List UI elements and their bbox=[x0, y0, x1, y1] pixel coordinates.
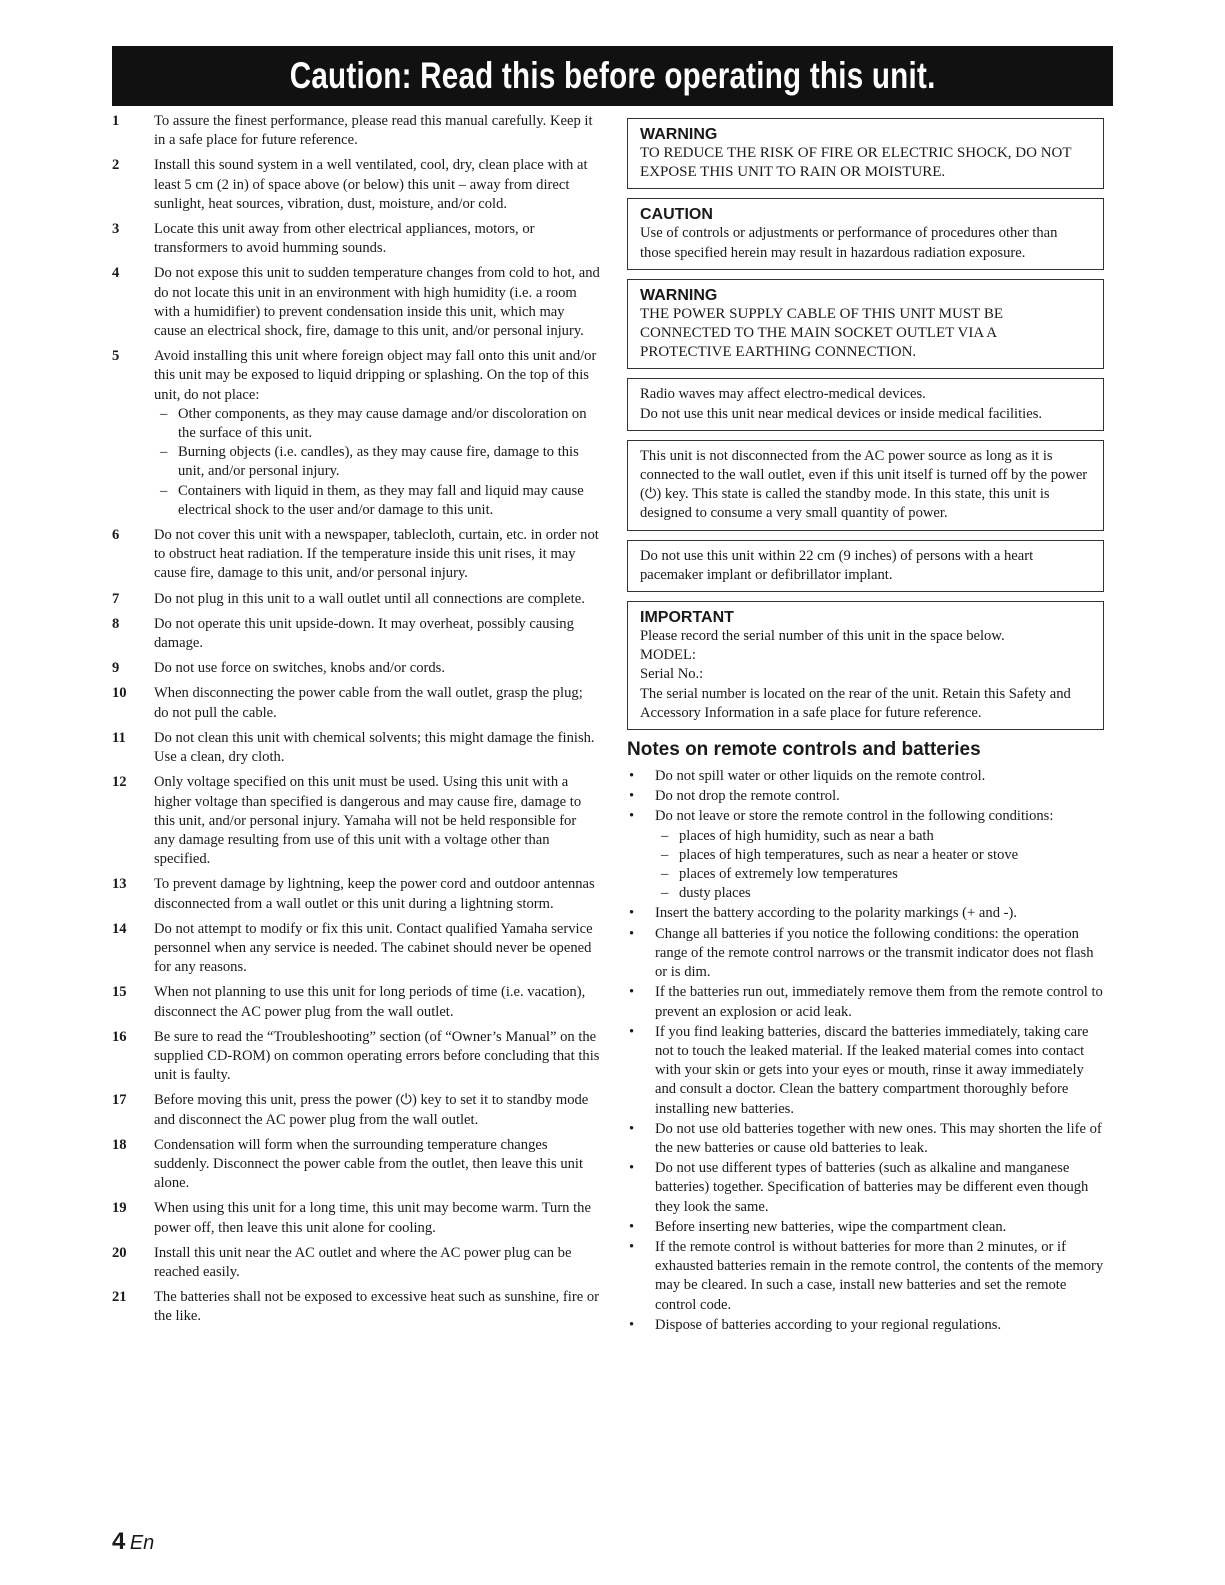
item-number: 9 bbox=[112, 660, 120, 677]
caution-item bbox=[112, 264, 600, 341]
item-number: 14 bbox=[112, 920, 127, 937]
item-number: 1 bbox=[112, 113, 120, 129]
bullet-body bbox=[655, 807, 1104, 903]
bullet-text: If the batteries run out, immediately remove them from the remote control to prevent an explosion or acid leak. bbox=[655, 984, 1103, 1020]
item-number: 21 bbox=[112, 1289, 127, 1306]
item-body bbox=[154, 590, 600, 609]
notice-text: Serial No.: bbox=[640, 666, 704, 683]
bullet-text: Insert the battery according to the polarity markings (+ and -). bbox=[655, 905, 1018, 922]
bullet-marker: • bbox=[629, 788, 635, 805]
sub-item-text: Other components, as they may cause damage and/or discoloration on the surface of this unit. bbox=[178, 405, 587, 442]
item-number: 7 bbox=[112, 590, 120, 607]
sub-item-text: places of high temperatures, such as near a heater or stove bbox=[679, 846, 1019, 863]
sub-item bbox=[655, 827, 1104, 846]
caution-item bbox=[112, 1091, 600, 1129]
notice-heading: CAUTION bbox=[640, 206, 713, 224]
notice-box bbox=[627, 198, 1104, 269]
item-number: 16 bbox=[112, 1028, 127, 1045]
notice-boxes bbox=[627, 118, 1104, 730]
notice-text: Do not use this unit within 22 cm (9 inches) of persons with a heart pacemaker implant or defibrillator implant. bbox=[640, 547, 1034, 583]
item-number: 13 bbox=[112, 876, 127, 893]
item-text: Do not use force on switches, knobs and/or cords. bbox=[154, 660, 446, 677]
notice-box bbox=[627, 378, 1104, 430]
sub-item-text: places of high humidity, such as near a bath bbox=[679, 827, 934, 844]
item-text: When disconnecting the power cable from the wall outlet, grasp the plug; do not pull the cable. bbox=[154, 685, 583, 721]
item-number: 8 bbox=[112, 615, 120, 632]
caution-item bbox=[112, 526, 600, 584]
item-text: Do not clean this unit with chemical solvents; this might damage the finish. Use a clean, dry cloth. bbox=[154, 729, 595, 766]
bullet-item bbox=[627, 787, 1104, 806]
bullet-text: Do not drop the remote control. bbox=[655, 788, 840, 805]
bullet-body bbox=[655, 1238, 1104, 1315]
bullet-text: Do not use different types of batteries (such as alkaline and manganese batteries) together. Specification of batteries may be different even though they look the same. bbox=[655, 1160, 1089, 1215]
item-body bbox=[154, 659, 600, 678]
bullet-text: Do not spill water or other liquids on the remote control. bbox=[655, 768, 986, 785]
bullet-marker: • bbox=[629, 925, 635, 942]
bullet-item bbox=[627, 925, 1104, 983]
notice-box bbox=[627, 118, 1104, 189]
caution-item bbox=[112, 773, 600, 869]
item-body bbox=[154, 347, 600, 520]
bullet-marker: • bbox=[629, 1238, 635, 1255]
title-banner bbox=[112, 46, 1113, 106]
item-body bbox=[154, 1091, 600, 1129]
caution-item bbox=[112, 220, 600, 258]
item-text: Do not cover this unit with a newspaper, tablecloth, curtain, etc. in order not to obstruct heat radiation. If the temperature inside this unit rises, it may cause fire, damage to this unit, and/or personal injury. bbox=[154, 527, 599, 582]
item-body bbox=[154, 1136, 600, 1194]
caution-item bbox=[112, 1199, 600, 1237]
notice-text: THE POWER SUPPLY CABLE OF THIS UNIT MUST BE CONNECTED TO THE MAIN SOCKET OUTLET VIA A PROTECTIVE EARTHING CONNECTION. bbox=[640, 305, 1003, 361]
caution-item bbox=[112, 983, 600, 1021]
notes-list bbox=[627, 767, 1104, 1335]
item-text: When using this unit for a long time, this unit may become warm. Turn the power off, then leave this unit alone for cooling. bbox=[154, 1200, 591, 1236]
item-text: To prevent damage by lightning, keep the power cord and outdoor antennas disconnected from a wall outlet or this unit during a lightning storm. bbox=[154, 876, 595, 912]
item-text: Do not plug in this unit to a wall outlet until all connections are complete. bbox=[154, 590, 585, 607]
page-footer bbox=[112, 1528, 154, 1556]
bullet-item bbox=[627, 807, 1104, 903]
bullet-body bbox=[655, 1120, 1104, 1158]
item-text: To assure the finest performance, please read this manual carefully. Keep it in a safe place for future reference. bbox=[154, 113, 593, 149]
item-body bbox=[154, 1028, 600, 1086]
item-number: 20 bbox=[112, 1244, 127, 1261]
sub-item-text: Containers with liquid in them, as they may fall and liquid may cause electrical shock to the user and/or damage to this unit. bbox=[178, 482, 584, 518]
item-text: Be sure to read the “Troubleshooting” section (of “Owner’s Manual” on the supplied CD-ROM) on common operating errors before concluding that this unit is faulty. bbox=[154, 1028, 600, 1084]
dash-marker: – bbox=[661, 827, 669, 844]
item-text: Locate this unit away from other electrical appliances, motors, or transformers to avoid humming sounds. bbox=[154, 221, 535, 257]
item-body bbox=[154, 1199, 600, 1237]
item-number: 15 bbox=[112, 984, 127, 1001]
bullet-body bbox=[655, 904, 1104, 923]
item-body bbox=[154, 920, 600, 978]
bullet-body bbox=[655, 787, 1104, 806]
bullet-body bbox=[655, 925, 1104, 983]
sub-item bbox=[154, 405, 600, 443]
notice-text: The serial number is located on the rear of the unit. Retain this Safety and Accessory Information in a safe place for future reference. bbox=[640, 685, 1071, 721]
bullet-item bbox=[627, 983, 1104, 1021]
page-number: 4 bbox=[112, 1528, 126, 1555]
notice-heading: IMPORTANT bbox=[640, 609, 734, 627]
item-body bbox=[154, 875, 600, 913]
bullet-item bbox=[627, 767, 1104, 786]
item-body bbox=[154, 1244, 600, 1282]
notice-box bbox=[627, 440, 1104, 531]
page-title: Caution: Read this before operating this unit. bbox=[289, 55, 936, 96]
item-number: 10 bbox=[112, 685, 127, 702]
bullet-text: Change all batteries if you notice the following conditions: the operation range of the remote control narrows or the transmit indicator does not flash or is dim. bbox=[655, 925, 1094, 981]
item-number: 19 bbox=[112, 1200, 127, 1217]
notice-box bbox=[627, 540, 1104, 592]
item-number: 12 bbox=[112, 774, 127, 791]
item-number: 18 bbox=[112, 1136, 127, 1153]
caution-item bbox=[112, 1136, 600, 1194]
item-text: Condensation will form when the surrounding temperature changes suddenly. Disconnect the power cable from the outlet, then leave this unit alone. bbox=[154, 1136, 584, 1192]
item-body bbox=[154, 615, 600, 653]
item-text: The batteries shall not be exposed to excessive heat such as sunshine, fire or the like. bbox=[154, 1289, 599, 1325]
caution-item bbox=[112, 347, 600, 520]
caution-item bbox=[112, 659, 600, 678]
sub-item-text: Burning objects (i.e. candles), as they may cause fire, damage to this unit, and/or personal injury. bbox=[178, 444, 579, 480]
bullet-marker: • bbox=[629, 1160, 635, 1177]
sub-item bbox=[655, 865, 1104, 884]
item-body bbox=[154, 156, 600, 214]
sub-item bbox=[655, 846, 1104, 865]
notice-box bbox=[627, 279, 1104, 370]
bullet-body bbox=[655, 1218, 1104, 1237]
bullet-marker: • bbox=[629, 1218, 635, 1235]
item-number: 4 bbox=[112, 265, 120, 282]
page-language: En bbox=[129, 1532, 155, 1554]
item-number: 6 bbox=[112, 527, 120, 544]
notice-heading: WARNING bbox=[640, 286, 718, 304]
bullet-item bbox=[627, 1159, 1104, 1217]
bullet-item bbox=[627, 1218, 1104, 1237]
item-text: Do not attempt to modify or fix this unit. Contact qualified Yamaha service personnel when any service is needed. The cabinet should never be opened for any reasons. bbox=[154, 920, 593, 976]
item-number: 2 bbox=[112, 157, 120, 174]
notes-heading: Notes on remote controls and batteries bbox=[627, 739, 981, 761]
item-body bbox=[154, 773, 600, 869]
notice-text: Use of controls or adjustments or performance of procedures other than those specified herein may result in hazardous radiation exposure. bbox=[640, 225, 1058, 261]
item-body bbox=[154, 983, 600, 1021]
caution-item bbox=[112, 156, 600, 214]
bullet-marker: • bbox=[629, 984, 635, 1001]
notice-text: Please record the serial number of this unit in the space below. bbox=[640, 628, 1005, 645]
item-body bbox=[154, 1288, 600, 1326]
item-text: Before moving this unit, press the power (⏻) key to set it to standby mode and disconnect the AC power plug from the wall outlet. bbox=[154, 1092, 589, 1128]
item-text: Do not expose this unit to sudden temperature changes from cold to hot, and do not locate this unit in an environment with high humidity (i.e. a room with a humidifier) to prevent condensation inside this unit, which may cause an electrical shock, fire, damage to this unit, and/or personal injury. bbox=[154, 265, 600, 340]
bullet-marker: • bbox=[629, 808, 635, 825]
caution-item bbox=[112, 1028, 600, 1086]
sub-item bbox=[655, 884, 1104, 903]
dash-marker: – bbox=[160, 405, 168, 422]
bullet-item bbox=[627, 1238, 1104, 1315]
item-number: 3 bbox=[112, 221, 120, 238]
item-number: 11 bbox=[112, 729, 126, 746]
item-text: Do not operate this unit upside-down. It may overheat, possibly causing damage. bbox=[154, 615, 574, 652]
bullet-marker: • bbox=[629, 768, 635, 785]
bullet-body bbox=[655, 767, 1104, 786]
bullet-item bbox=[627, 1023, 1104, 1119]
bullet-body bbox=[655, 1023, 1104, 1119]
item-text: When not planning to use this unit for long periods of time (i.e. vacation), disconnect the AC power plug from the wall outlet. bbox=[154, 984, 586, 1020]
bullet-body bbox=[655, 983, 1104, 1021]
caution-item bbox=[112, 615, 600, 653]
bullet-marker: • bbox=[629, 1316, 635, 1333]
item-text: Install this sound system in a well ventilated, cool, dry, clean place with at least 5 cm (2 in) of space above (or below) this unit – away from direct sunlight, heat sources, vibration, dust, moisture, and/or cold. bbox=[154, 157, 588, 212]
item-text: Install this unit near the AC outlet and where the AC power plug can be reached easily. bbox=[154, 1244, 572, 1280]
bullet-text: Dispose of batteries according to your regional regulations. bbox=[655, 1316, 1002, 1333]
bullet-text: If the remote control is without batteries for more than 2 minutes, or if exhausted batteries remain in the remote control, the contents of the memory may be cleared. In such a case, install new batteries and set the remote control code. bbox=[655, 1238, 1104, 1313]
item-number: 5 bbox=[112, 348, 120, 365]
caution-item bbox=[112, 1288, 600, 1326]
notice-text: TO REDUCE THE RISK OF FIRE OR ELECTRIC SHOCK, DO NOT EXPOSE THIS UNIT TO RAIN OR MOISTURE. bbox=[640, 145, 1072, 181]
notice-box bbox=[627, 601, 1104, 730]
bullet-item bbox=[627, 904, 1104, 923]
item-body bbox=[154, 112, 600, 150]
dash-marker: – bbox=[661, 846, 669, 863]
item-body bbox=[154, 684, 600, 722]
item-body bbox=[154, 220, 600, 258]
item-body bbox=[154, 264, 600, 341]
bullet-text: If you find leaking batteries, discard the batteries immediately, taking care not to touch the leaked material. If the leaked material comes into contact with your skin or gets into your eyes or mouth, rinse it away immediately and consult a doctor. Clean the battery compartment thoroughly before installing new batteries. bbox=[655, 1023, 1089, 1117]
notice-text: This unit is not disconnected from the AC power source as long as it is connected to the wall outlet, even if this unit itself is turned off by the power (⏻) key. This state is called the standby mode. In this state, this unit is designed to consume a very small quantity of power. bbox=[640, 447, 1088, 522]
bullet-text: Before inserting new batteries, wipe the compartment clean. bbox=[655, 1218, 1007, 1235]
bullet-marker: • bbox=[629, 905, 635, 922]
right-column bbox=[627, 118, 1104, 1336]
caution-item bbox=[112, 684, 600, 722]
caution-item bbox=[112, 112, 600, 150]
dash-marker: – bbox=[661, 885, 669, 902]
caution-item bbox=[112, 729, 600, 767]
bullet-marker: • bbox=[629, 1023, 635, 1040]
item-text: Avoid installing this unit where foreign object may fall onto this unit and/or this unit may be exposed to liquid dripping or splashing. On the top of this unit, do not place: bbox=[154, 348, 597, 403]
item-body bbox=[154, 526, 600, 584]
dash-marker: – bbox=[160, 444, 168, 461]
item-body bbox=[154, 729, 600, 767]
sub-item-text: dusty places bbox=[679, 885, 751, 902]
caution-item bbox=[112, 920, 600, 978]
sub-item bbox=[154, 443, 600, 481]
bullet-body bbox=[655, 1316, 1104, 1335]
caution-item bbox=[112, 875, 600, 913]
sub-item bbox=[154, 482, 600, 520]
item-text: Only voltage specified on this unit must be used. Using this unit with a higher voltage than specified is dangerous and may cause fire, damage to this unit, and/or personal injury. Yamaha will not be held responsible for any damage resulting from use of this unit with a voltage other than specified. bbox=[154, 774, 582, 868]
bullet-text: Do not leave or store the remote control in the following conditions: bbox=[655, 808, 1054, 825]
bullet-item bbox=[627, 1316, 1104, 1335]
bullet-body bbox=[655, 1159, 1104, 1217]
bullet-text: Do not use old batteries together with new ones. This may shorten the life of the new batteries or cause old batteries to leak. bbox=[655, 1120, 1102, 1156]
caution-item bbox=[112, 1244, 600, 1282]
bullet-marker: • bbox=[629, 1120, 635, 1137]
notice-text: Radio waves may affect electro-medical devices. bbox=[640, 386, 926, 403]
notice-text: Do not use this unit near medical devices or inside medical facilities. bbox=[640, 405, 1043, 422]
bullet-item bbox=[627, 1120, 1104, 1158]
caution-list bbox=[112, 112, 600, 1333]
notice-heading: WARNING bbox=[640, 126, 718, 143]
caution-item bbox=[112, 590, 600, 609]
dash-marker: – bbox=[661, 866, 669, 883]
dash-marker: – bbox=[160, 482, 168, 499]
item-number: 17 bbox=[112, 1092, 127, 1109]
sub-item-text: places of extremely low temperatures bbox=[679, 866, 898, 883]
notice-text: MODEL: bbox=[640, 647, 696, 664]
